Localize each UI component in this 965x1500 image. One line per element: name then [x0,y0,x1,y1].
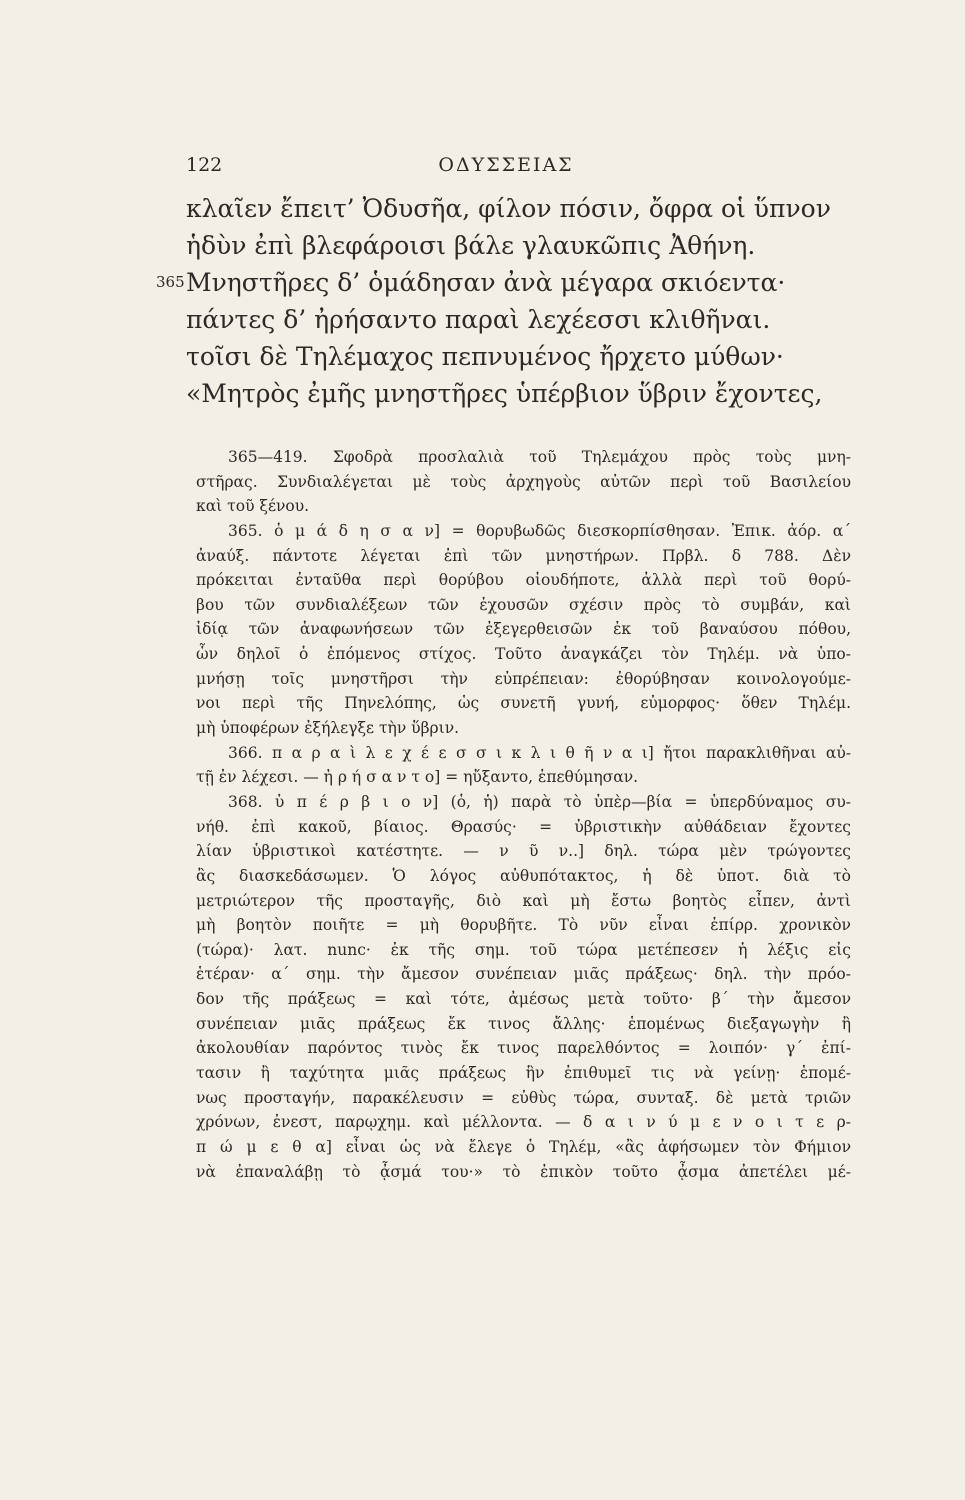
commentary-line: 365—419. Σφοδρὰ προσλαλιὰ τοῦ Τηλεμάχου πρὸς τοὺς μνη- [228,448,851,466]
verse-text: «Μητρὸς ἐμῆς μνηστῆρες ὑπέρβιον ὕβριν ἔχοντες, [186,379,823,408]
commentary-line: ἀναύξ. πάντοτε λέγεται ἐπὶ τῶν μνηστήρων. Πρβλ. δ 788. Δὲν [196,546,851,565]
commentary-line: πρόκειται ἐνταῦθα περὶ θορύβου οἱουδήποτε, ἀλλὰ περὶ τοῦ θορύ- [196,571,851,590]
commentary-line: ἀκολουθίαν παρόντος τινὸς ἔκ τινος παρελθόντος = λοιπόν· γ΄ ἐπί- [196,1039,851,1058]
verse-text: τοῖσι δὲ Τηλέμαχος πεπνυμένος ἤρχετο μύθων· [186,342,784,371]
verse-line [186,190,831,227]
commentary-line: νὰ ἐπαναλάβῃ τὸ ᾆσμά του·» τὸ ἐπικὸν τοῦτο ᾆσμα ἀπετέλει μέ- [196,1162,851,1181]
commentary-line: (τώρα)· λατ. nunc· ἐκ τῆς σημ. τοῦ τώρα μετέπεσεν ἡ λέξις εἰς [196,940,851,959]
verse-line [186,338,826,375]
commentary-line: μετριώτερον τῆς προσταγῆς, διὸ καὶ μὴ ἔστω βοητὸς εἶπεν, ἀντὶ [196,891,851,910]
commentary-line: καὶ τοῦ ξένου. [196,497,310,516]
commentary-line: μὴ βοητὸν ποιῆτε = μὴ θορυβῆτε. Τὸ νῦν εἶναι ἐπίρρ. χρονικὸν [196,916,851,935]
commentary-line: 368. ὑ π έ ρ β ι ο ν] (ὁ, ἡ) παρὰ τὸ ὑπὲρ—βία = ὑπερδύναμος συ- [228,792,851,811]
commentary-line: ἰδίᾳ τῶν ἀναφωνήσεων τῶν ἐξεγερθεισῶν ἐκ τοῦ βαναύσου πόθου, [196,620,851,639]
commentary-line: βου τῶν συνδιαλέξεων τῶν ἐχουσῶν σχέσιν πρὸς τὸ συμβάν, καὶ [196,595,851,614]
commentary-line: τῇ ἐν λέχεσι. — ἠ ρ ή σ α ν τ ο] = ηὔξαντο, ἐπεθύμησαν. [196,768,639,787]
running-title: ΟΔΥΣΣΕΙΑΣ [438,154,574,176]
commentary-block [196,445,851,1184]
commentary-line: ἂς διασκεδάσωμεν. Ὁ λόγος αὐθυπότακτος, ἡ δὲ ὑποτ. διὰ τὸ [196,866,851,885]
verse-text: κλαῖεν ἔπειτ’ Ὀδυσῆα, φίλον πόσιν, ὄφρα οἱ ὕπνον [186,194,831,223]
page-number: 122 [186,154,223,176]
commentary-line: 365. ὁ μ ά δ η σ α ν] = θορυβωδῶς διεσκορπίσθησαν. Ἐπικ. ἀόρ. α΄ [228,521,851,540]
commentary-line: νως προσταγήν, παρακέλευσιν = εὐθὺς τώρα, συνταξ. δὲ μετὰ τριῶν [196,1088,851,1107]
commentary-line: νοι περὶ τῆς Πηνελόπης, ὡς συνετῆ γυνή, εὐμορφος· ὅθεν Τηλέμ. [196,694,851,713]
verse-block [156,190,831,412]
commentary-line: λίαν ὑβριστικοὶ κατέστητε. — ν ῦ ν..] δηλ. τώρα μὲν τρώγοντες [196,842,851,861]
commentary-line: χρόνων, ἐνεστ, παρῳχημ. καὶ μέλλοντα. — δ α ι ν ύ μ ε ν ο ι τ ε ρ- [196,1113,851,1132]
commentary-line: μνήσῃ τοῖς μνηστῆρσι τὴν εὐπρέπειαν: ἐθορύβησαν κοινολογούμε- [196,669,851,688]
commentary-line: νήθ. ἐπὶ κακοῦ, βίαιος. Θρασύς· = ὑβριστικὴν αὐθάδειαν ἔχοντες [196,817,851,836]
commentary-line: π ώ μ ε θ α] εἶναι ὡς νὰ ἔλεγε ὁ Τηλέμ, «ἂς ἀφήσωμεν τὸν Φήμιον [196,1137,851,1156]
verse-line [186,301,826,338]
line-number: 365 [156,273,185,291]
verse-text: πάντες δ’ ἠρήσαντο παραὶ λεχέεσσι κλιθῆναι. [186,305,771,334]
commentary-line: στῆρας. Συνδιαλέγεται μὲ τοὺς ἀρχηγοὺς αὐτῶν περὶ τοῦ Βασιλείου [196,472,851,491]
commentary-line: τασιν ἢ ταχύτητα μιᾶς πράξεως ἣν ἐπιθυμεῖ τις νὰ γείνῃ· ἑπομέ- [196,1064,851,1083]
verse-line [156,264,826,301]
commentary-line: ὧν δηλοῖ ὁ ἑπόμενος στίχος. Τοῦτο ἀναγκάζει τὸν Τηλέμ. νὰ ὑπο- [196,645,851,664]
commentary-line: μὴ ὑποφέρων ἐξήλεγξε τὴν ὕβριν. [196,719,460,738]
commentary-line: δον τῆς πράξεως = καὶ τότε, ἀμέσως μετὰ τοῦτο· β΄ τὴν ἄμεσον [196,990,851,1009]
commentary-line: συνέπειαν μιᾶς πράξεως ἔκ τινος ἄλλης· ἑπομένως διεξαγωγὴν ἢ [196,1014,851,1033]
verse-text: ἡδὺν ἐπὶ βλεφάροισι βάλε γλαυκῶπις Ἀθήνη. [186,231,756,260]
verse-line [186,375,826,412]
commentary-line: 366. π α ρ α ὶ λ ε χ έ ε σ σ ι κ λ ι θ ῆ ν α ι] ἤτοι παρακλιθῆναι αὐ- [228,743,851,762]
page-header [186,150,826,190]
verse-line [186,227,826,264]
commentary-line: ἑτέραν· α΄ σημ. τὴν ἄμεσον συνέπειαν μιᾶς πράξεως· δηλ. τὴν πρόο- [196,965,851,984]
verse-text: Μνηστῆρες δ’ ὁμάδησαν ἀνὰ μέγαρα σκιόεντα· [186,268,786,297]
